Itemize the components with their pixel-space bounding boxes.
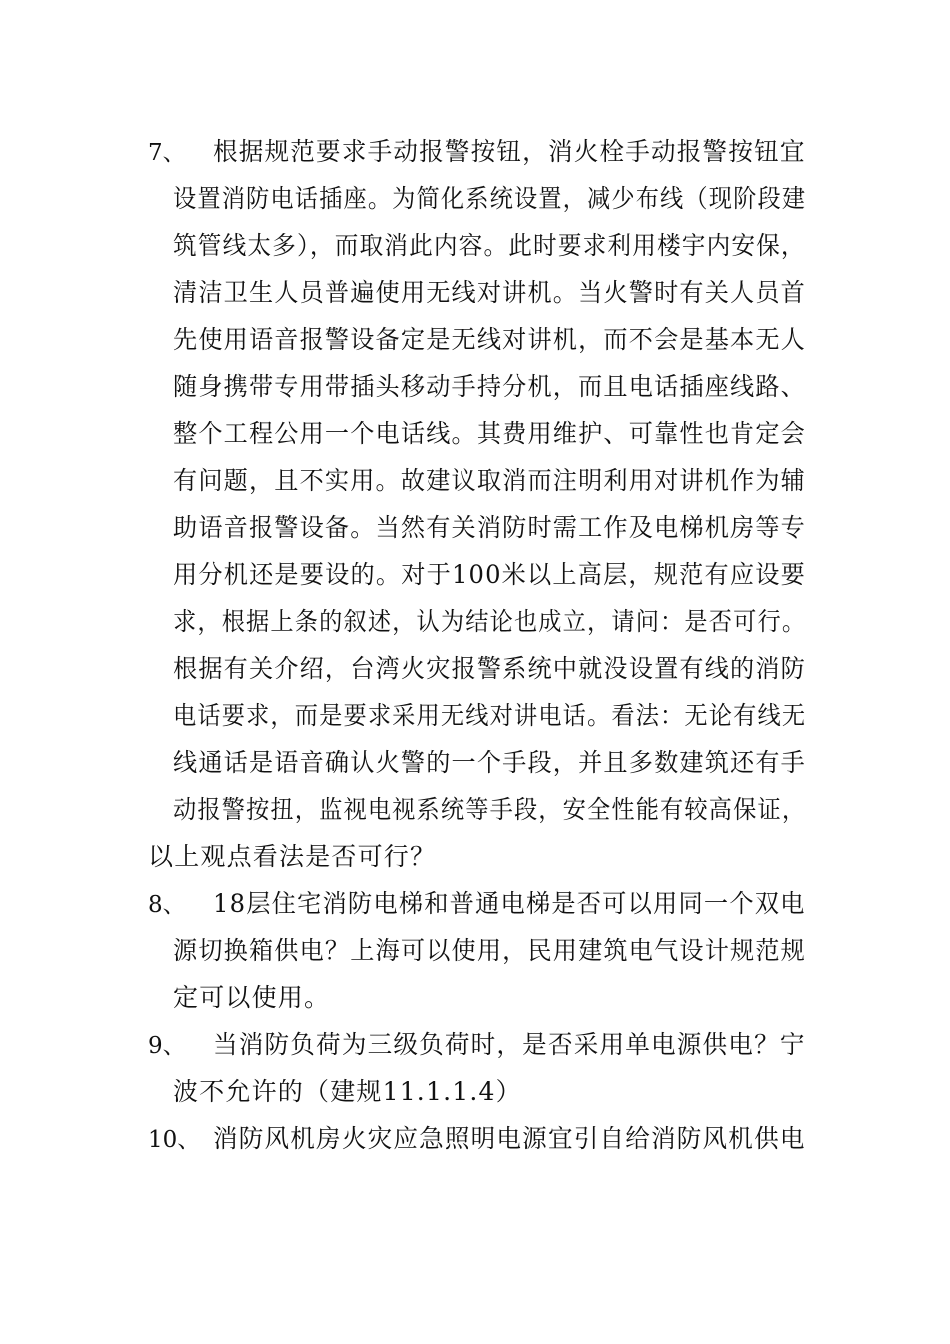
item-8-line-1: 18层住宅消防电梯和普通电梯是否可以用同一个双电 — [213, 889, 806, 918]
item-9-number: 9、 — [148, 1033, 186, 1059]
item-7-line-3: 筑管线太多），而取消此内容。此时要求利用楼宇内安保， — [173, 231, 806, 260]
item-7-line-9: 助语音报警设备。当然有关消防时需工作及电梯机房等专 — [173, 513, 807, 542]
item-10-line-1: 消防风机房火灾应急照明电源宜引自给消防风机供电 — [213, 1124, 806, 1153]
item-7-line-13: 电话要求，而是要求采用无线对讲电话。看法：无论有线无 — [173, 701, 807, 730]
item-7-line-5: 先使用语音报警设备定是无线对讲机，而不会是基本无人 — [173, 325, 807, 354]
item-7-line-12: 根据有关介绍，台湾火灾报警系统中就没设置有线的消防 — [173, 654, 807, 683]
item-8-number: 8、 — [148, 892, 186, 918]
item-7-line-8: 有问题，且不实用。故建议取消而注明利用对讲机作为辅 — [173, 466, 807, 495]
item-8-line-3: 定可以使用。 — [173, 983, 331, 1012]
item-7-line-2: 设置消防电话插座。为简化系统设置，减少布线（现阶段建 — [173, 184, 807, 213]
item-7-line-4: 清洁卫生人员普遍使用无线对讲机。当火警时有关人员首 — [173, 278, 807, 307]
item-7-line-15: 动报警按扭，监视电视系统等手段，安全性能有较高保证， — [173, 795, 807, 824]
item-7-line-11: 求，根据上条的叙述，认为结论也成立，请问：是否可行。 — [173, 607, 807, 636]
item-7-line-6: 随身携带专用带插头移动手持分机，而且电话插座线路、 — [173, 372, 807, 401]
item-9-line-1: 当消防负荷为三级负荷时，是否采用单电源供电？宁 — [213, 1030, 806, 1059]
item-7-number: 7、 — [148, 140, 186, 166]
item-7-line-10: 用分机还是要设的。对于100米以上高层，规范有应设要 — [173, 560, 806, 589]
item-9-line-2: 波不允许的（建规11.1.1.4） — [173, 1077, 522, 1106]
item-7-line-14: 线通话是语音确认火警的一个手段，并且多数建筑还有手 — [173, 748, 807, 777]
item-10-number: 10、 — [148, 1127, 201, 1153]
item-8-line-2: 源切换箱供电？上海可以使用，民用建筑电气设计规范规 — [173, 936, 807, 965]
item-7-line-7: 整个工程公用一个电话线。其费用维护、可靠性也肯定会 — [173, 419, 807, 448]
item-7-line-16: 以上观点看法是否可行？ — [148, 842, 437, 871]
item-7-line-1: 根据规范要求手动报警按钮，消火栓手动报警按钮宜 — [213, 137, 806, 166]
